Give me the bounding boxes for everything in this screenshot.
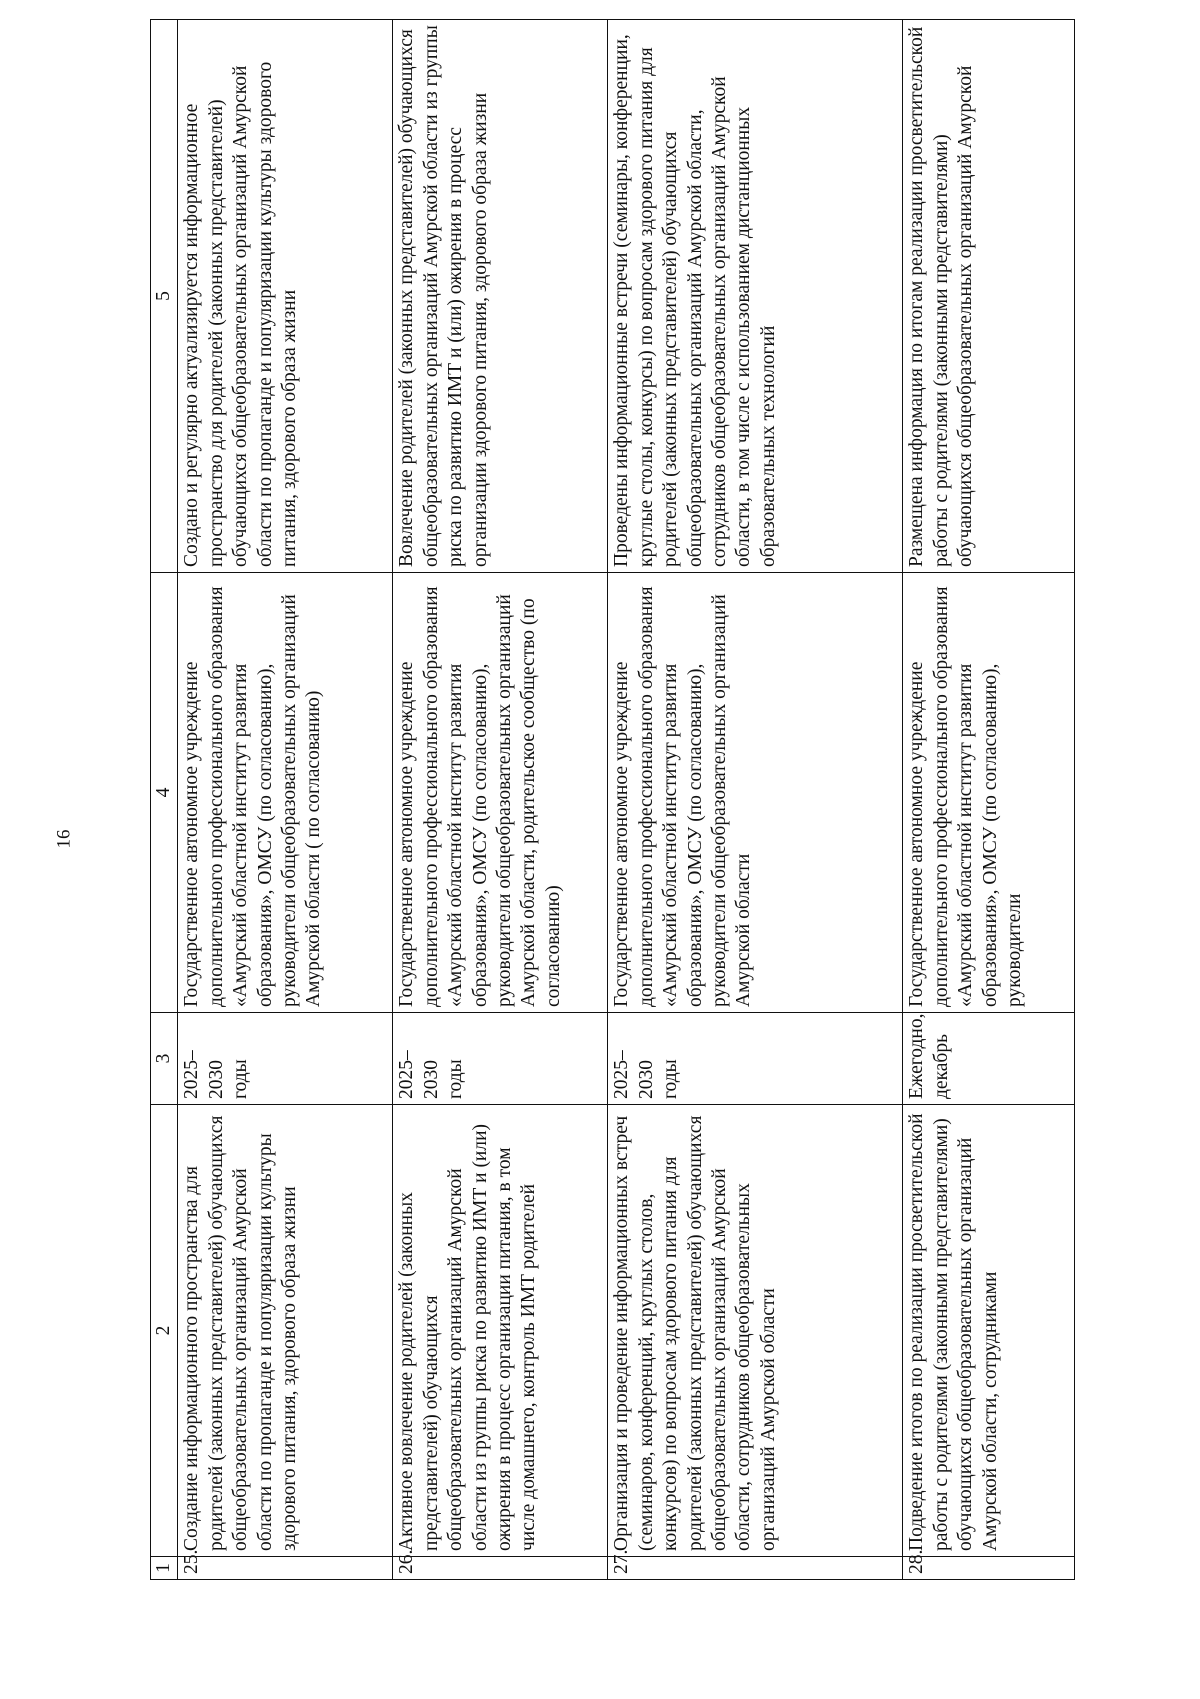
event-cell: Подведение итогов по реализации просветительской работы с родителями (законными представителями) обучающихся общеобразовательных организаций Амурской области, сотрудниками [903, 1105, 1075, 1557]
result-cell: Вовлечение родителей (законных представителей) обучающихся общеобразовательных организаций Амурской области из группы риска по развитию ИМТ и (или) ожирения в процесс организации здорового питания, здорового образа жизни [393, 20, 608, 573]
column-header-5: 5 [151, 20, 178, 573]
term-cell: 2025–2030 годы [393, 1013, 608, 1105]
column-header-4: 4 [151, 573, 178, 1013]
column-header-2: 2 [151, 1105, 178, 1557]
result-cell: Проведены информационные встречи (семинары, конференции, круглые столы, конкурсы) по вопросам здорового питания для родителей (законных представителей) обучающихся общеобразовательных организаций Амурской области, сотрудников общеобразовательных организаций Амурской области, в том числе с использованием дистанционных образовательных технологий [608, 20, 903, 573]
responsible-cell: Государственное автономное учреждение дополнительного профессионального образования «Амурский областной институт развития образования», ОМСУ (по согласованию), руководители общеобразовательных организаций Амурской области, родительское сообщество (по согласованию) [393, 573, 608, 1013]
event-cell: Создание информационного пространства для родителей (законных представителей) обучающихся общеобразовательных организаций Амурской области по пропаганде и популяризации культуры здорового питания, здорового образа жизни [178, 1105, 393, 1557]
column-header-3: 3 [151, 1013, 178, 1105]
rotated-table-container [150, 20, 1075, 1580]
measures-table [150, 19, 1075, 1580]
event-cell: Активное вовлечение родителей (законных представителей) обучающихся общеобразовательных организаций Амурской области из группы риска по развитию ИМТ и (или) ожирения в процесс организации питания, в том числе домашнего, контроль ИМТ родителей [393, 1105, 608, 1557]
row-number: 28. [903, 1557, 1075, 1580]
column-header-1: 1 [151, 1557, 178, 1580]
row-number: 27. [608, 1557, 903, 1580]
responsible-cell: Государственное автономное учреждение дополнительного профессионального образования «Амурский областной институт развития образования», ОМСУ (по согласованию), руководители общеобразовательных организаций Амурской области [608, 573, 903, 1013]
header-row [151, 20, 178, 1580]
table-row [178, 20, 393, 1580]
row-number: 26. [393, 1557, 608, 1580]
table-row [393, 20, 608, 1580]
row-number: 25. [178, 1557, 393, 1580]
result-cell: Размещена информация по итогам реализации просветительской работы с родителями (законными представителями) обучающихся общеобразовательных организаций Амурской [903, 20, 1075, 573]
term-cell: 2025–2030 годы [178, 1013, 393, 1105]
event-cell: Организация и проведение информационных встреч (семинаров, конференций, круглых столов, конкурсов) по вопросам здорового питания для родителей (законных представителей) обучающихся общеобразовательных организаций Амурской области, сотрудников общеобразовательных организаций Амурской области [608, 1105, 903, 1557]
term-cell: Ежегодно, декабрь [903, 1013, 1075, 1105]
responsible-cell: Государственное автономное учреждение дополнительного профессионального образования «Амурский областной институт развития образования», ОМСУ (по согласованию), руководители [903, 573, 1075, 1013]
page-number: 16 [53, 829, 75, 849]
term-cell: 2025–2030 годы [608, 1013, 903, 1105]
responsible-cell: Государственное автономное учреждение дополнительного профессионального образования «Амурский областной институт развития образования», ОМСУ (по согласованию), руководители общеобразовательных организаций Амурской области ( по согласованию) [178, 573, 393, 1013]
result-cell: Создано и регулярно актуализируется информационное пространство для родителей (законных представителей) обучающихся общеобразовательных организаций Амурской области по пропаганде и популяризации культуры здорового питания, здорового образа жизни [178, 20, 393, 573]
table-row [903, 20, 1075, 1580]
table-row [608, 20, 903, 1580]
